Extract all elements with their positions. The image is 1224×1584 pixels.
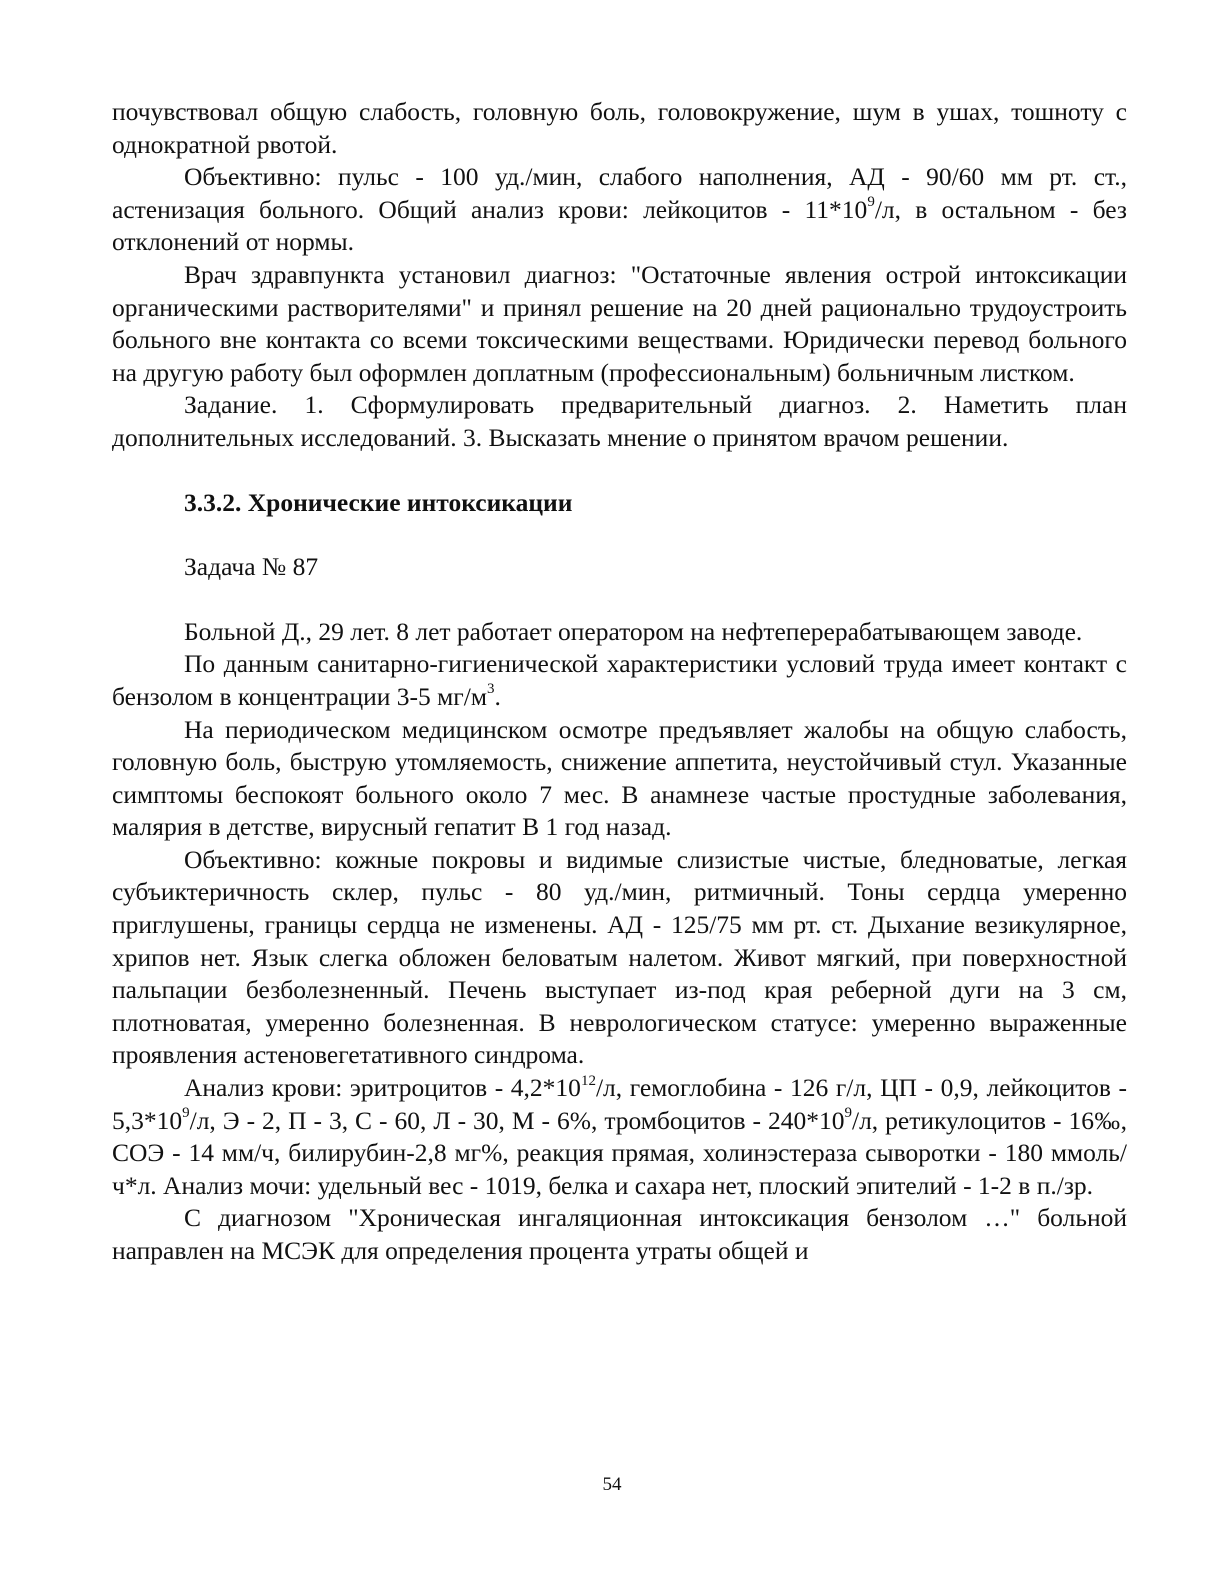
paragraph-assignment: Задание. 1. Сформулировать предварительный диагноз. 2. Наметить план дополнительных исследований. 3. Высказать мнение о принятом врачом решении.	[112, 390, 1127, 452]
superscript: 9	[867, 194, 875, 211]
text-fragment: По данным санитарно-гигиенической характеристики условий труда имеет контакт с бензолом в концентрации 3-5 мг/м	[112, 649, 1127, 711]
text-fragment: Анализ крови: эритроцитов - 4,2*10	[184, 1073, 581, 1103]
superscript: 3	[486, 681, 495, 698]
text-fragment: /л, гемоглобина - 126 г/л, ЦП - 0,9, лейкоцитов - 5,3*10	[112, 1073, 1127, 1135]
paragraph-objective-findings	[112, 161, 1127, 259]
paragraph-patient-intro: Больной Д., 29 лет. 8 лет работает оператором на нефтеперерабатывающем заводе.	[184, 616, 1083, 646]
paragraph-objective-exam: Объективно: кожные покровы и видимые слизистые чистые, бледноватые, легкая субъиктеричность склер, пульс - 80 уд./мин, ритмичный. Тоны сердца умеренно приглушены, границы сердца не изменены. АД - 125/75 мм рт. ст. Дыхание везикулярное, хрипов нет. Язык слегка обложен беловатым налетом. Живот мягкий, при поверхностной пальпации безболезненный. Печень выступает из-под края реберной дуги на 3 см, плотноватая, умеренно болезненная. В неврологическом статусе: умеренно выраженные проявления астеновегетативного синдрома.	[112, 844, 1127, 1070]
paragraph-diagnosis-referral: С диагнозом "Хроническая ингаляционная интоксикация бензолом …" больной направлен на МСЭК для определения процента утраты общей и	[112, 1203, 1127, 1265]
superscript: 9	[182, 1105, 190, 1122]
paragraph-doctor-decision: Врач здравпункта установил диагноз: "Остаточные явления острой интоксикации органическими растворителями" и принял решение на 20 дней рационально трудоустроить больного вне контакта со всеми токсическими веществами. Юридически перевод больного на другую работу был оформлен доплатным (профессиональным) больничным листком.	[112, 259, 1127, 387]
superscript: 12	[580, 1072, 596, 1089]
spacer	[112, 455, 1127, 487]
task-title: Задача № 87	[184, 552, 319, 582]
paragraph-complaints: На периодическом медицинском осмотре предъявляет жалобы на общую слабость, головную боль, быструю утомляемость, снижение аппетита, неустойчивый стул. Указанные симптомы беспокоят больного около 7 мес. В анамнезе частые простудные заболевания, малярия в детстве, вирусный гепатит В 1 год назад.	[112, 714, 1127, 842]
spacer	[112, 519, 1127, 551]
text-fragment: /л, Э - 2, П - 3, С - 60, Л - 30, М - 6%, тромбоцитов - 240*10	[189, 1105, 845, 1135]
text-fragment: /л, ретикулоцитов - 16‰, СОЭ - 14 мм/ч, билирубин-2,8 мг%, реакция прямая, холинэстераза сыворотки - 180 ммоль/ч*л. Анализ мочи: удельный вес - 1019, белка и сахара нет, плоский эпителий - 1-2 в п./зр.	[112, 1105, 1128, 1200]
superscript: 9	[844, 1105, 852, 1122]
page-number: 54	[602, 1474, 622, 1495]
text-fragment: .	[494, 681, 501, 711]
section-title: 3.3.2. Хронические интоксикации	[184, 487, 573, 517]
paragraph-working-conditions	[112, 648, 1127, 713]
paragraph-complaints-continued: почувствовал общую слабость, головную боль, головокружение, шум в ушах, тошноту с однократной рвотой.	[112, 97, 1127, 159]
text-fragment: /л, в остальном - без отклонений от нормы.	[112, 194, 1127, 257]
document-page	[112, 96, 1127, 1268]
paragraph-lab-results	[112, 1072, 1127, 1202]
text-fragment: Объективно: пульс - 100 уд./мин, слабого наполнения, АД - 90/60 мм рт. ст., астенизация больного. Общий анализ крови: лейкоцитов - 11*10	[112, 162, 1127, 224]
spacer	[112, 584, 1127, 616]
